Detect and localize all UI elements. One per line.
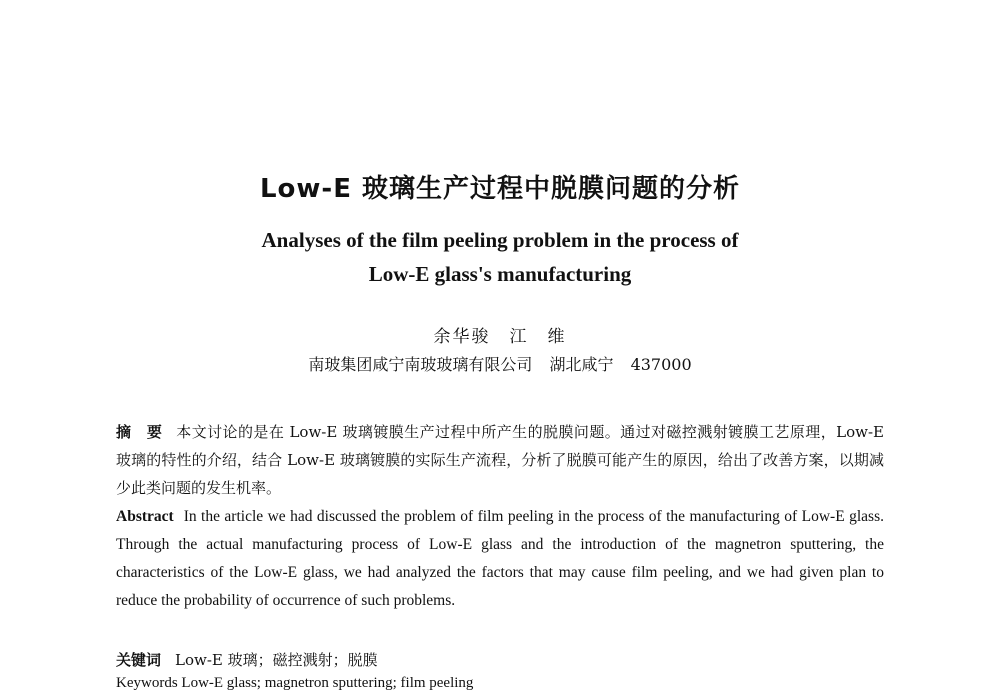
affiliation-location: 湖北咸宁 <box>549 355 614 374</box>
keywords-cn-text: Low-E 玻璃；磁控溅射；脱膜 <box>175 651 378 669</box>
keywords-chinese <box>116 646 884 674</box>
abstract-english <box>116 503 884 615</box>
affiliation-postcode: 437000 <box>630 355 692 374</box>
abstract-en-text: In the article we had discussed the problem of film peeling in the process of the manufacturing of Low-E glass. Through the actual manufacturing process of Low-E glass and the introduction of the magnetron sputtering, the characteristics of the Low-E glass, we had analyzed the factors that may cause film peeling, and we had given plan to reduce the probability of occurrence of such problems. <box>116 508 884 609</box>
authors: 余华骏 江 维 <box>433 327 567 347</box>
keywords-english-cut: Keywords Low-E glass; magnetron sputtering; film peeling <box>116 675 474 691</box>
affiliation <box>0 352 1000 375</box>
abstract-en-label: Abstract <box>116 508 174 525</box>
title-english-line1: Analyses of the film peeling problem in the process of <box>261 228 739 252</box>
title-chinese: Low-E 玻璃生产过程中脱膜问题的分析 <box>259 174 741 204</box>
keywords-cn-label: 关键词 <box>116 651 162 669</box>
abstract-cn-label: 摘 要 <box>116 423 163 441</box>
title-english-line2: Low-E glass's manufacturing <box>368 262 632 286</box>
affiliation-org: 南玻集团咸宁南玻玻璃有限公司 <box>308 355 533 374</box>
abstract-chinese <box>116 418 884 502</box>
abstract-cn-text: 本文讨论的是在 Low-E 玻璃镀膜生产过程中所产生的脱膜问题。通过对磁控溅射镀膜工艺原理，Low-E 玻璃的特性的介绍，结合 Low-E 玻璃镀膜的实际生产流程，分析了脱膜可能产生的原因，给出了改善方案，以期减少此类问题的发生机率。 <box>116 423 884 497</box>
